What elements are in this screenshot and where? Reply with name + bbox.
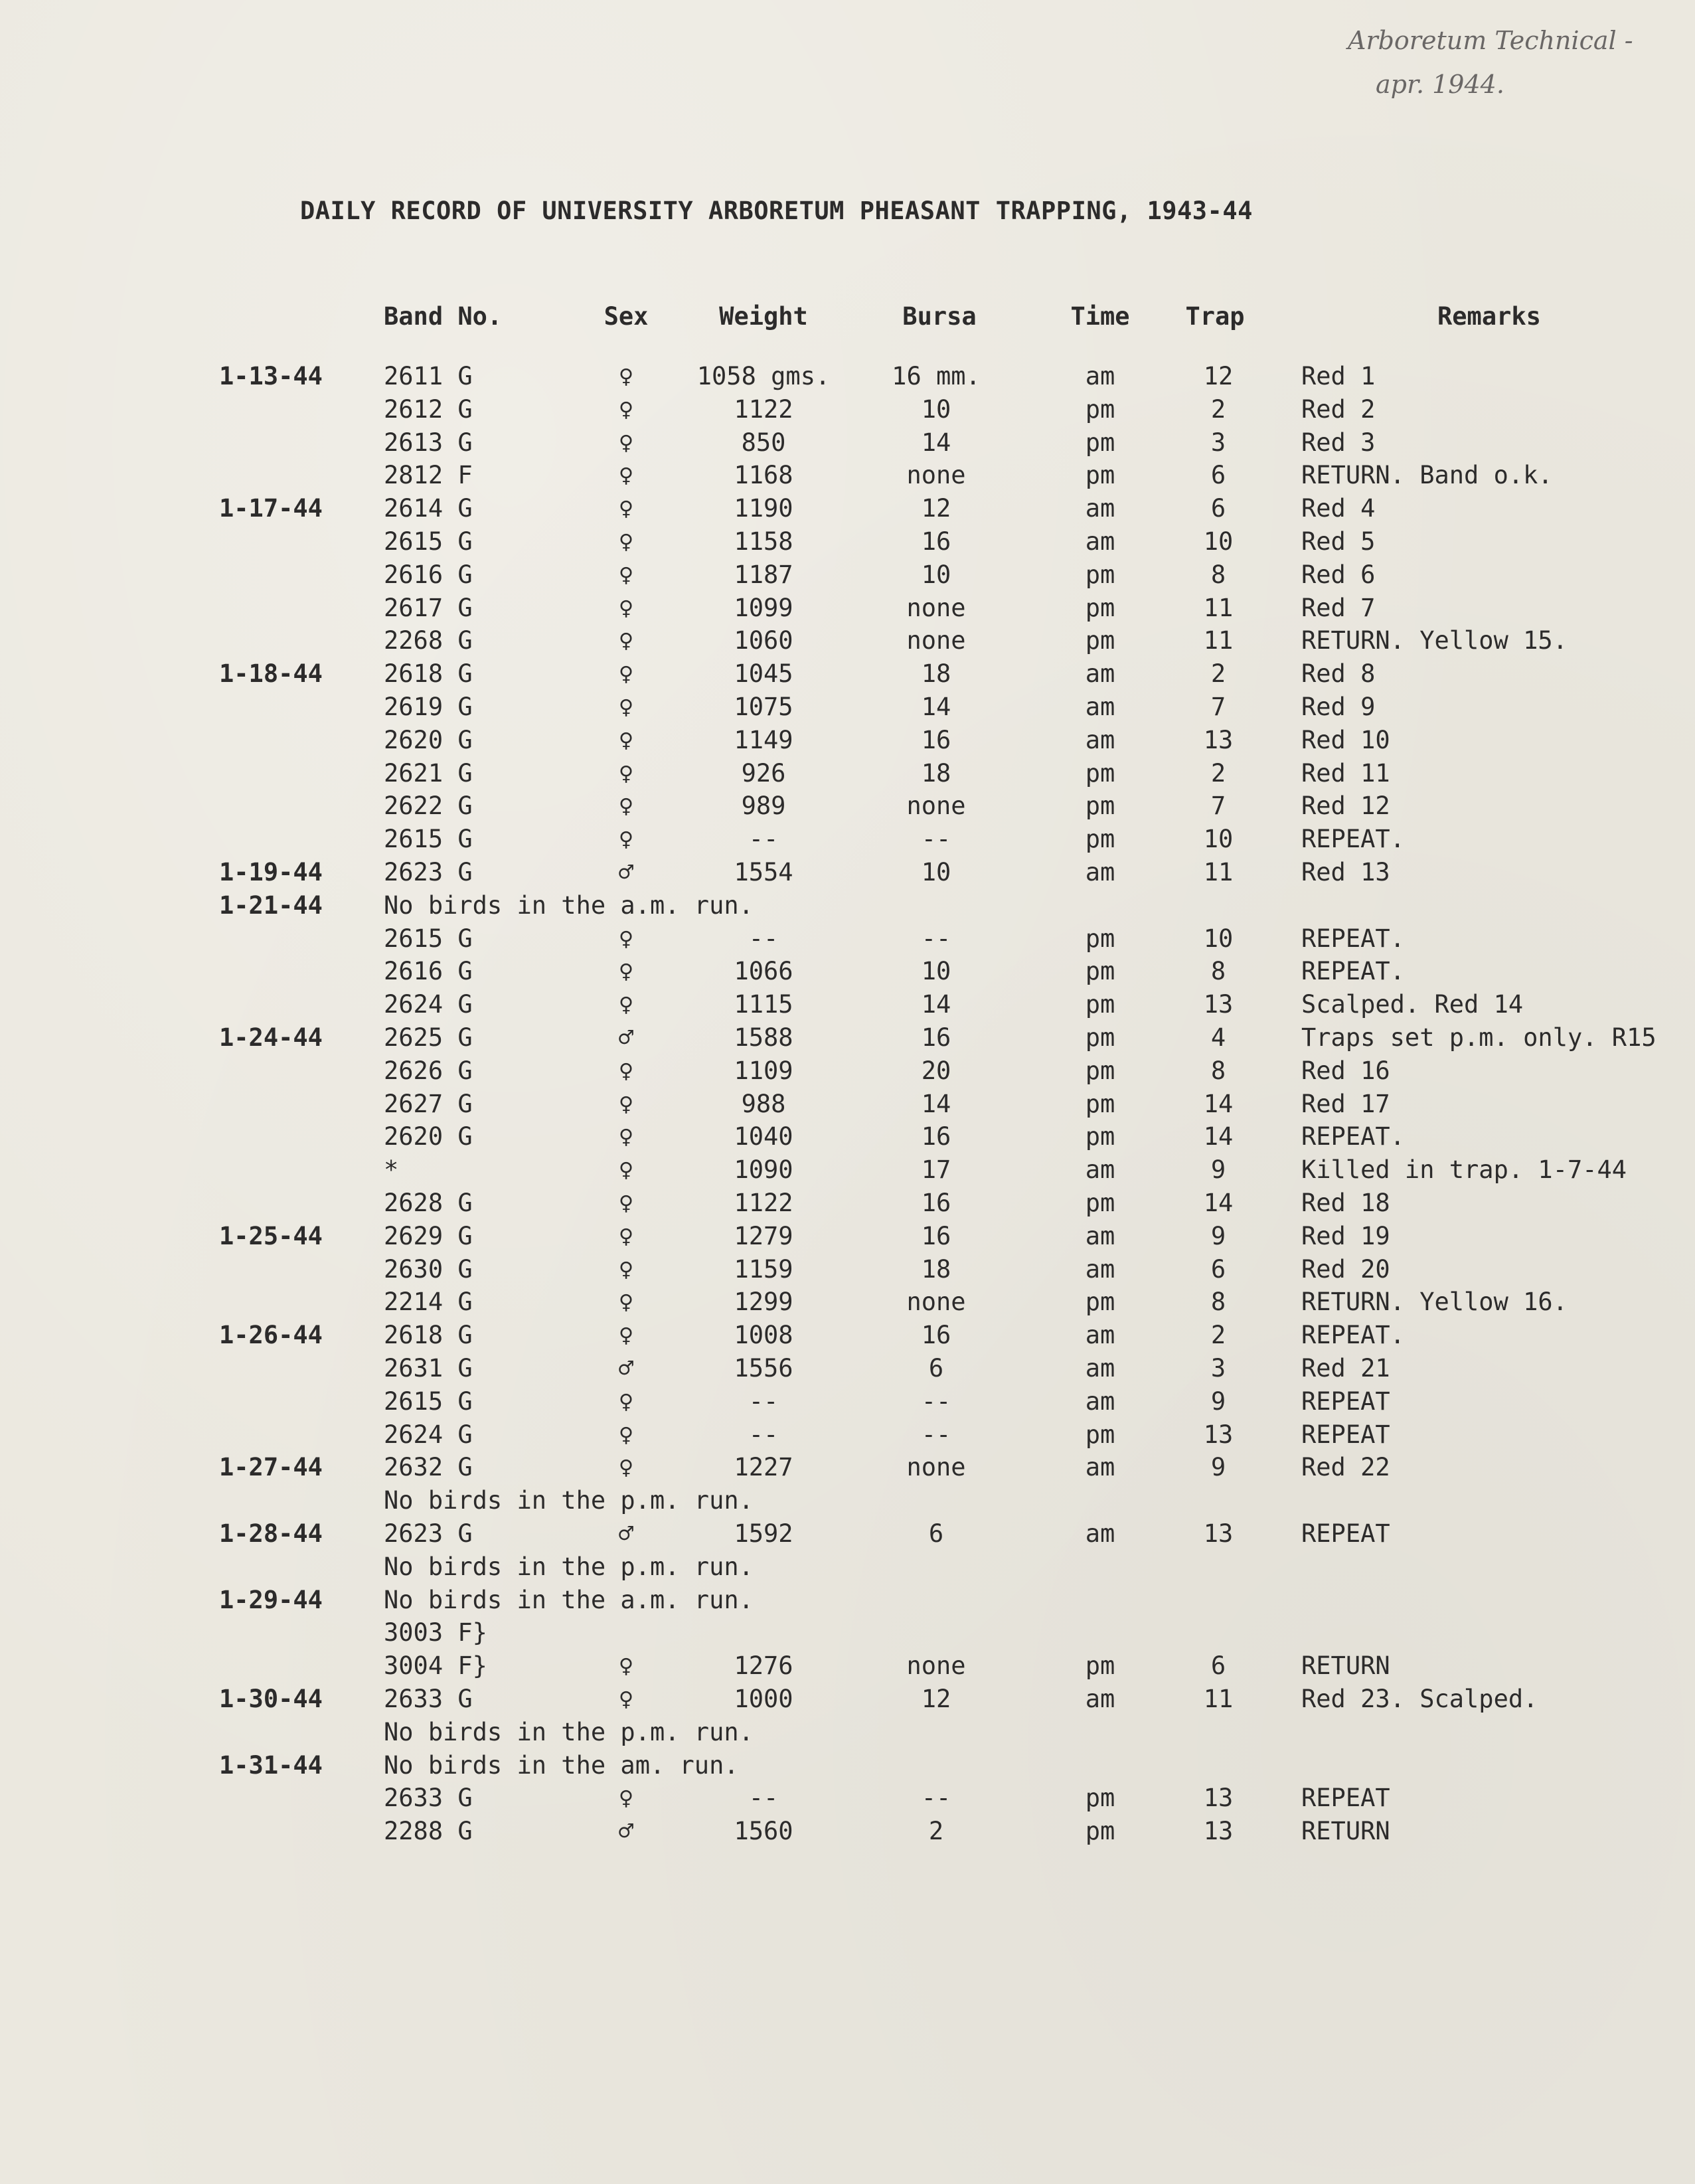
cell-time: pm (1085, 461, 1115, 489)
cell-remarks: REPEAT. (1301, 1321, 1405, 1349)
cell-band: 2633 G (384, 1685, 473, 1713)
cell-time: pm (1085, 395, 1115, 424)
cell-band: 2627 G (384, 1090, 473, 1118)
cell-band: 3004 F} (384, 1651, 487, 1680)
cell-trap: 6 (1210, 1255, 1226, 1284)
cell-weight: 1227 (734, 1453, 793, 1481)
cell-trap: 2 (1210, 659, 1226, 688)
cell-trap: 13 (1203, 990, 1234, 1019)
cell-bursa: none (906, 461, 966, 489)
cell-time: am (1085, 726, 1115, 754)
cell-remarks: REPEAT. (1301, 957, 1405, 985)
cell-band: 2624 G (384, 1420, 473, 1449)
cell-time: am (1085, 494, 1115, 523)
cell-remarks: Red 7 (1301, 594, 1376, 622)
cell-band: 2214 G (384, 1288, 473, 1316)
cell-bursa: 16 (921, 1023, 951, 1052)
cell-sex: ♀ (618, 1255, 634, 1284)
cell-bursa: 16 mm. (892, 362, 981, 390)
cell-time: pm (1085, 792, 1115, 820)
cell-sex: ♀ (618, 924, 634, 953)
cell-time: pm (1085, 990, 1115, 1019)
cell-remarks: RETURN. Yellow 15. (1301, 626, 1568, 655)
cell-trap: 6 (1210, 1651, 1226, 1680)
cell-bursa: -- (921, 1420, 951, 1449)
cell-sex: ♀ (618, 1387, 634, 1416)
cell-remarks: Red 19 (1301, 1222, 1390, 1250)
cell-remarks: Red 23. Scalped. (1301, 1685, 1538, 1713)
cell-trap: 11 (1203, 626, 1234, 655)
cell-date: 1-26-44 (219, 1321, 323, 1349)
cell-bursa: none (906, 594, 966, 622)
cell-date: 1-21-44 (219, 891, 323, 920)
cell-remarks: RETURN (1301, 1651, 1390, 1680)
cell-weight: -- (748, 1784, 779, 1812)
cell-date: 1-28-44 (219, 1519, 323, 1548)
cell-remarks: REPEAT (1301, 1420, 1390, 1449)
cell-weight: 1168 (734, 461, 793, 489)
cell-bursa: 14 (921, 1090, 951, 1118)
header-trap: Trap (1185, 302, 1245, 331)
cell-weight: 1588 (734, 1023, 793, 1052)
cell-trap: 13 (1203, 726, 1234, 754)
cell-weight: 988 (741, 1090, 786, 1118)
cell-weight: -- (748, 924, 779, 953)
cell-remarks: Red 11 (1301, 759, 1390, 788)
cell-sex: ♀ (618, 1122, 634, 1151)
cell-remarks: Killed in trap. 1-7-44 (1301, 1155, 1627, 1184)
cell-weight: 1187 (734, 560, 793, 589)
cell-bursa: 6 (928, 1519, 944, 1548)
cell-time: pm (1085, 1420, 1115, 1449)
cell-sex: ♂ (618, 1354, 634, 1383)
cell-band: 2618 G (384, 659, 473, 688)
cell-time: pm (1085, 1023, 1115, 1052)
cell-band: 2611 G (384, 362, 473, 390)
cell-remarks: REPEAT (1301, 1519, 1390, 1548)
cell-bursa: 10 (921, 957, 951, 985)
cell-weight: 1066 (734, 957, 793, 985)
cell-band: No birds in the p.m. run. (384, 1553, 754, 1581)
cell-remarks: Red 4 (1301, 494, 1376, 523)
cell-sex: ♂ (618, 1817, 634, 1845)
cell-trap: 6 (1210, 494, 1226, 523)
cell-date: 1-25-44 (219, 1222, 323, 1250)
cell-bursa: none (906, 792, 966, 820)
cell-trap: 9 (1210, 1453, 1226, 1481)
cell-sex: ♀ (618, 1090, 634, 1118)
header-weight: Weight (719, 302, 808, 331)
cell-remarks: Red 9 (1301, 693, 1376, 721)
cell-time: am (1085, 1685, 1115, 1713)
cell-band: 2632 G (384, 1453, 473, 1481)
cell-band: 2268 G (384, 626, 473, 655)
cell-bursa: none (906, 1288, 966, 1316)
cell-time: am (1085, 659, 1115, 688)
cell-band: 2614 G (384, 494, 473, 523)
cell-trap: 7 (1210, 792, 1226, 820)
cell-weight: 1299 (734, 1288, 793, 1316)
cell-weight: 1099 (734, 594, 793, 622)
cell-sex: ♀ (618, 1155, 634, 1184)
cell-trap: 3 (1210, 428, 1226, 457)
cell-bursa: -- (921, 924, 951, 953)
cell-remarks: REPEAT. (1301, 924, 1405, 953)
cell-bursa: 14 (921, 990, 951, 1019)
cell-band: 2629 G (384, 1222, 473, 1250)
cell-weight: 1115 (734, 990, 793, 1019)
cell-sex: ♀ (618, 759, 634, 788)
cell-sex: ♀ (618, 428, 634, 457)
cell-bursa: 18 (921, 759, 951, 788)
cell-remarks: REPEAT. (1301, 1122, 1405, 1151)
cell-date: 1-27-44 (219, 1453, 323, 1481)
cell-sex: ♀ (618, 395, 634, 424)
cell-time: am (1085, 1155, 1115, 1184)
cell-band: No birds in the a.m. run. (384, 891, 754, 920)
header-band: Band No. (384, 302, 503, 331)
cell-trap: 8 (1210, 1056, 1226, 1085)
cell-remarks: Scalped. Red 14 (1301, 990, 1524, 1019)
cell-sex: ♀ (618, 1685, 634, 1713)
cell-bursa: 10 (921, 395, 951, 424)
cell-sex: ♀ (618, 461, 634, 489)
cell-trap: 9 (1210, 1387, 1226, 1416)
cell-weight: -- (748, 1387, 779, 1416)
cell-bursa: none (906, 1651, 966, 1680)
cell-remarks: REPEAT (1301, 1784, 1390, 1812)
cell-bursa: 14 (921, 693, 951, 721)
cell-band: 2615 G (384, 1387, 473, 1416)
cell-weight: 1592 (734, 1519, 793, 1548)
cell-time: pm (1085, 759, 1115, 788)
cell-band: 2615 G (384, 825, 473, 853)
cell-band: 2628 G (384, 1189, 473, 1217)
cell-remarks: Red 8 (1301, 659, 1376, 688)
cell-trap: 2 (1210, 395, 1226, 424)
cell-band: 3003 F} (384, 1618, 487, 1647)
cell-weight: -- (748, 825, 779, 853)
cell-weight: 1158 (734, 527, 793, 556)
cell-weight: 1159 (734, 1255, 793, 1284)
cell-remarks: Red 20 (1301, 1255, 1390, 1284)
cell-band: 2615 G (384, 924, 473, 953)
cell-bursa: 18 (921, 659, 951, 688)
cell-time: am (1085, 693, 1115, 721)
cell-trap: 3 (1210, 1354, 1226, 1383)
header-time: Time (1070, 302, 1130, 331)
cell-weight: 1122 (734, 395, 793, 424)
cell-trap: 12 (1203, 362, 1234, 390)
header-sex: Sex (604, 302, 649, 331)
cell-sex: ♂ (618, 1519, 634, 1548)
cell-bursa: 16 (921, 527, 951, 556)
cell-remarks: RETURN. Band o.k. (1301, 461, 1553, 489)
cell-trap: 10 (1203, 924, 1234, 953)
cell-weight: 1040 (734, 1122, 793, 1151)
cell-trap: 14 (1203, 1122, 1234, 1151)
cell-sex: ♀ (618, 494, 634, 523)
cell-time: pm (1085, 560, 1115, 589)
cell-band: 2613 G (384, 428, 473, 457)
cell-bursa: none (906, 626, 966, 655)
cell-time: pm (1085, 1122, 1115, 1151)
cell-band: 2612 G (384, 395, 473, 424)
cell-weight: 989 (741, 792, 786, 820)
cell-trap: 8 (1210, 560, 1226, 589)
cell-date: 1-13-44 (219, 362, 323, 390)
cell-sex: ♀ (618, 1056, 634, 1085)
handwritten-note (1348, 19, 1633, 106)
cell-sex: ♀ (618, 990, 634, 1019)
cell-weight: 1045 (734, 659, 793, 688)
cell-trap: 9 (1210, 1155, 1226, 1184)
cell-band: 2630 G (384, 1255, 473, 1284)
cell-time: pm (1085, 1090, 1115, 1118)
cell-bursa: 12 (921, 494, 951, 523)
cell-band: 2622 G (384, 792, 473, 820)
cell-trap: 13 (1203, 1519, 1234, 1548)
cell-trap: 13 (1203, 1784, 1234, 1812)
cell-trap: 13 (1203, 1817, 1234, 1845)
cell-time: pm (1085, 1817, 1115, 1845)
cell-time: pm (1085, 428, 1115, 457)
cell-remarks: Traps set p.m. only. R15 (1301, 1023, 1656, 1052)
cell-sex: ♀ (618, 1189, 634, 1217)
cell-weight: 1058 gms. (696, 362, 831, 390)
cell-time: am (1085, 1321, 1115, 1349)
cell-remarks: Red 6 (1301, 560, 1376, 589)
cell-remarks: Red 17 (1301, 1090, 1390, 1118)
cell-remarks: Red 13 (1301, 858, 1390, 886)
header-remarks: Remarks (1437, 302, 1541, 331)
cell-time: am (1085, 1387, 1115, 1416)
cell-sex: ♀ (618, 362, 634, 390)
cell-time: am (1085, 1255, 1115, 1284)
cell-trap: 11 (1203, 858, 1234, 886)
cell-remarks: Red 18 (1301, 1189, 1390, 1217)
cell-time: am (1085, 527, 1115, 556)
cell-trap: 8 (1210, 957, 1226, 985)
cell-date: 1-18-44 (219, 659, 323, 688)
cell-weight: 1008 (734, 1321, 793, 1349)
cell-bursa: 14 (921, 428, 951, 457)
cell-sex: ♀ (618, 1651, 634, 1680)
cell-time: pm (1085, 594, 1115, 622)
cell-remarks: REPEAT (1301, 1387, 1390, 1416)
cell-trap: 2 (1210, 759, 1226, 788)
cell-trap: 14 (1203, 1189, 1234, 1217)
cell-weight: 1276 (734, 1651, 793, 1680)
cell-time: pm (1085, 924, 1115, 953)
cell-trap: 2 (1210, 1321, 1226, 1349)
cell-trap: 8 (1210, 1288, 1226, 1316)
cell-remarks: RETURN (1301, 1817, 1390, 1845)
cell-bursa: 10 (921, 560, 951, 589)
cell-sex: ♀ (618, 726, 634, 754)
cell-band: No birds in the p.m. run. (384, 1486, 754, 1515)
cell-band: No birds in the p.m. run. (384, 1718, 754, 1746)
cell-band: 2617 G (384, 594, 473, 622)
cell-sex: ♀ (618, 792, 634, 820)
cell-time: pm (1085, 1784, 1115, 1812)
cell-weight: 1560 (734, 1817, 793, 1845)
cell-time: am (1085, 1453, 1115, 1481)
cell-weight: 1122 (734, 1189, 793, 1217)
cell-band: 2616 G (384, 560, 473, 589)
cell-sex: ♀ (618, 825, 634, 853)
cell-bursa: 20 (921, 1056, 951, 1085)
cell-band: 2624 G (384, 990, 473, 1019)
cell-bursa: 18 (921, 1255, 951, 1284)
handwritten-note-line-2: apr. 1944. (1376, 70, 1504, 99)
cell-weight: 1554 (734, 858, 793, 886)
cell-sex: ♀ (618, 1222, 634, 1250)
cell-sex: ♀ (618, 1288, 634, 1316)
cell-band: 2631 G (384, 1354, 473, 1383)
cell-weight: 926 (741, 759, 786, 788)
cell-weight: 1190 (734, 494, 793, 523)
cell-time: am (1085, 1354, 1115, 1383)
cell-trap: 10 (1203, 825, 1234, 853)
cell-remarks: RETURN. Yellow 16. (1301, 1288, 1568, 1316)
cell-band: 2625 G (384, 1023, 473, 1052)
cell-time: pm (1085, 825, 1115, 853)
cell-bursa: none (906, 1453, 966, 1481)
cell-bursa: 17 (921, 1155, 951, 1184)
cell-bursa: -- (921, 825, 951, 853)
cell-trap: 7 (1210, 693, 1226, 721)
cell-sex: ♀ (618, 1784, 634, 1812)
cell-time: pm (1085, 957, 1115, 985)
cell-sex: ♀ (618, 957, 634, 985)
cell-weight: 1149 (734, 726, 793, 754)
cell-remarks: Red 22 (1301, 1453, 1390, 1481)
cell-band: 2626 G (384, 1056, 473, 1085)
cell-time: pm (1085, 626, 1115, 655)
cell-weight: 1556 (734, 1354, 793, 1383)
cell-band: No birds in the am. run. (384, 1751, 739, 1780)
cell-bursa: -- (921, 1387, 951, 1416)
cell-bursa: 16 (921, 1222, 951, 1250)
cell-band: 2812 F (384, 461, 473, 489)
cell-sex: ♀ (618, 693, 634, 721)
cell-time: pm (1085, 1288, 1115, 1316)
cell-sex: ♀ (618, 594, 634, 622)
cell-band: * (384, 1155, 399, 1184)
cell-band: 2621 G (384, 759, 473, 788)
cell-remarks: Red 16 (1301, 1056, 1390, 1085)
cell-sex: ♀ (618, 1453, 634, 1481)
cell-trap: 13 (1203, 1420, 1234, 1449)
cell-sex: ♀ (618, 527, 634, 556)
cell-remarks: Red 1 (1301, 362, 1376, 390)
cell-remarks: Red 3 (1301, 428, 1376, 457)
cell-trap: 14 (1203, 1090, 1234, 1118)
cell-bursa: 10 (921, 858, 951, 886)
cell-remarks: Red 10 (1301, 726, 1390, 754)
cell-bursa: 2 (928, 1817, 944, 1845)
cell-sex: ♂ (618, 858, 634, 886)
cell-weight: 1075 (734, 693, 793, 721)
cell-band: 2616 G (384, 957, 473, 985)
cell-time: am (1085, 858, 1115, 886)
cell-band: 2620 G (384, 1122, 473, 1151)
cell-band: 2633 G (384, 1784, 473, 1812)
cell-date: 1-29-44 (219, 1586, 323, 1614)
cell-date: 1-19-44 (219, 858, 323, 886)
cell-remarks: Red 2 (1301, 395, 1376, 424)
cell-bursa: 16 (921, 1122, 951, 1151)
cell-trap: 10 (1203, 527, 1234, 556)
cell-remarks: Red 12 (1301, 792, 1390, 820)
cell-time: am (1085, 362, 1115, 390)
cell-weight: -- (748, 1420, 779, 1449)
cell-remarks: Red 21 (1301, 1354, 1390, 1383)
cell-bursa: 16 (921, 1321, 951, 1349)
cell-sex: ♀ (618, 659, 634, 688)
cell-sex: ♀ (618, 560, 634, 589)
cell-band: 2620 G (384, 726, 473, 754)
cell-date: 1-31-44 (219, 1751, 323, 1780)
cell-date: 1-30-44 (219, 1685, 323, 1713)
cell-trap: 6 (1210, 461, 1226, 489)
cell-time: pm (1085, 1056, 1115, 1085)
cell-weight: 1279 (734, 1222, 793, 1250)
cell-band: No birds in the a.m. run. (384, 1586, 754, 1614)
cell-sex: ♀ (618, 626, 634, 655)
cell-time: pm (1085, 1651, 1115, 1680)
cell-bursa: 12 (921, 1685, 951, 1713)
cell-date: 1-17-44 (219, 494, 323, 523)
cell-time: am (1085, 1222, 1115, 1250)
cell-bursa: -- (921, 1784, 951, 1812)
cell-remarks: REPEAT. (1301, 825, 1405, 853)
cell-band: 2623 G (384, 858, 473, 886)
cell-band: 2615 G (384, 527, 473, 556)
cell-remarks: Red 5 (1301, 527, 1376, 556)
cell-weight: 1090 (734, 1155, 793, 1184)
handwritten-note-line-1: Arboretum Technical - (1348, 26, 1633, 55)
cell-time: pm (1085, 1189, 1115, 1217)
cell-trap: 4 (1210, 1023, 1226, 1052)
header-bursa: Bursa (902, 302, 977, 331)
cell-bursa: 16 (921, 1189, 951, 1217)
cell-date: 1-24-44 (219, 1023, 323, 1052)
cell-band: 2619 G (384, 693, 473, 721)
cell-sex: ♀ (618, 1321, 634, 1349)
cell-weight: 1060 (734, 626, 793, 655)
document-title: DAILY RECORD OF UNIVERSITY ARBORETUM PHEASANT TRAPPING, 1943-44 (300, 197, 1253, 225)
cell-time: am (1085, 1519, 1115, 1548)
cell-sex: ♀ (618, 1420, 634, 1449)
cell-bursa: 16 (921, 726, 951, 754)
cell-trap: 11 (1203, 594, 1234, 622)
cell-bursa: 6 (928, 1354, 944, 1383)
cell-sex: ♂ (618, 1023, 634, 1052)
cell-trap: 9 (1210, 1222, 1226, 1250)
cell-trap: 11 (1203, 1685, 1234, 1713)
cell-weight: 1000 (734, 1685, 793, 1713)
cell-weight: 850 (741, 428, 786, 457)
cell-band: 2623 G (384, 1519, 473, 1548)
cell-band: 2618 G (384, 1321, 473, 1349)
cell-weight: 1109 (734, 1056, 793, 1085)
cell-band: 2288 G (384, 1817, 473, 1845)
